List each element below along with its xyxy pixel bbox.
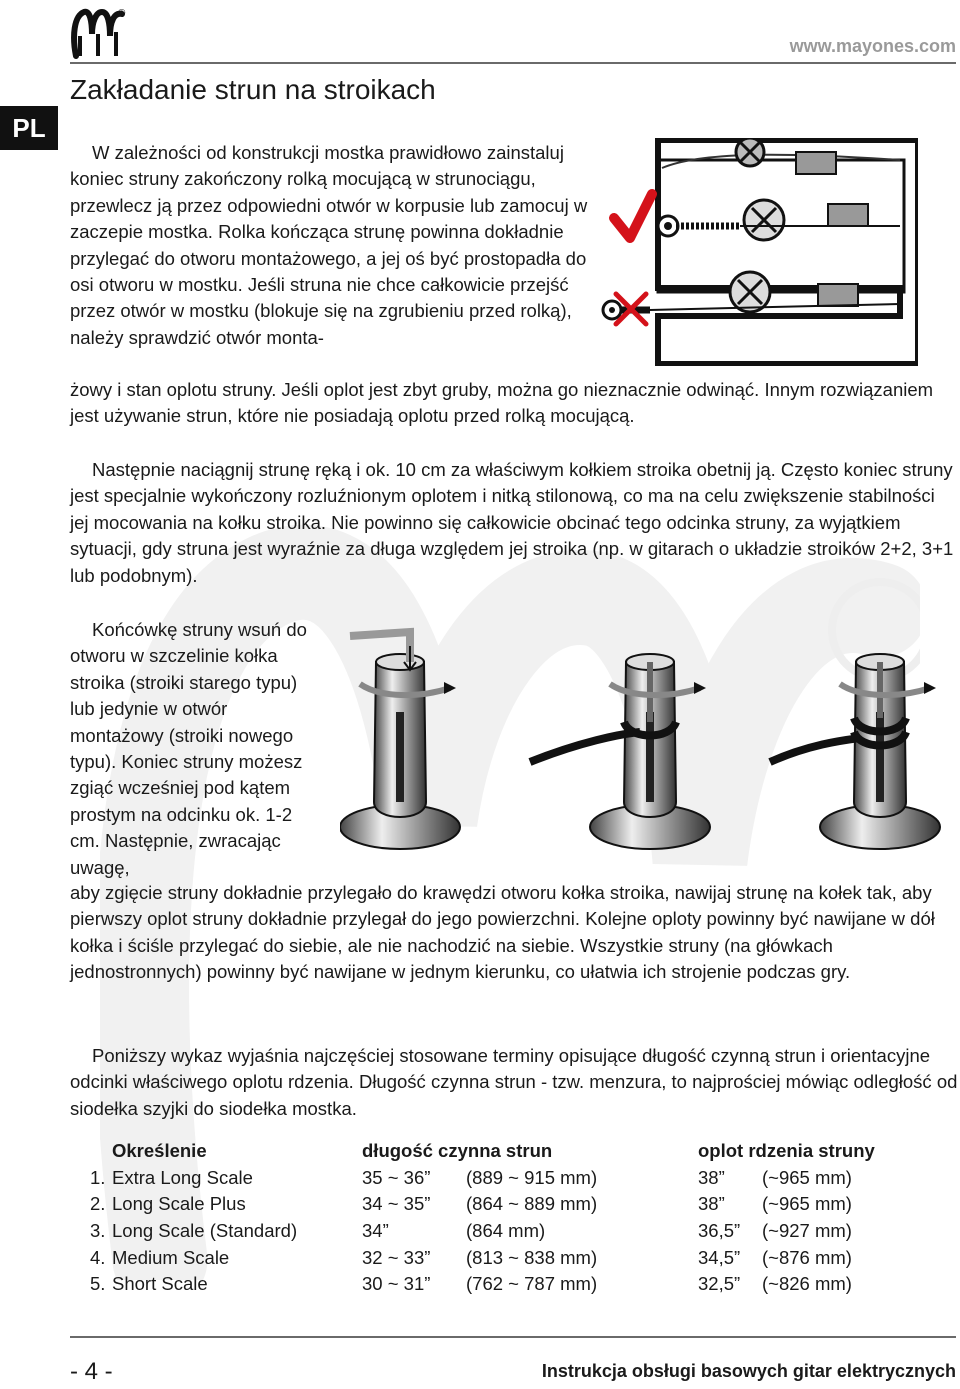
- table-row: [90, 1244, 930, 1271]
- cell-name: Long Scale Plus: [112, 1193, 246, 1215]
- cell-len-in: 34”: [362, 1220, 389, 1242]
- cell-wrap-in: 36,5”: [698, 1220, 741, 1242]
- cell-wrap-mm: (~965 mm): [762, 1166, 852, 1188]
- cell-num: 3.: [90, 1220, 106, 1242]
- cell-len-mm: (864 ~ 889 mm): [466, 1193, 598, 1215]
- registered-mark: ®: [118, 8, 126, 19]
- cell-num: 1.: [90, 1166, 106, 1188]
- cell-len-in: 35 ~ 36”: [362, 1166, 431, 1188]
- cell-wrap-in: 38”: [698, 1166, 725, 1188]
- bridge-string-diagram: [600, 138, 918, 366]
- paragraph-insert-string: Końcówkę struny wsuń do otworu w szczelinie kołka stroika (stroiki starego typu) lub jedynie w otwór montażowy (stroiki nowego typu). Koniec struny możesz zgiąć wcześniej pod kątem prostym na odcinku ok. 1-2 cm. Następnie, zwracając uwagę,: [70, 619, 307, 878]
- header-scale-length: długość czynna strun: [362, 1140, 553, 1162]
- scale-table: [90, 1138, 930, 1298]
- cell-wrap-in: 38”: [698, 1193, 725, 1215]
- paragraph-winding: aby zgięcie struny dokładnie przylegało do krawędzi otworu kołka stroika, nawijaj strunę na kołek tak, aby pierwszy oplot struny dokładnie przylegał do jego powierzchni. Kolejne oploty powinny być nawijane w dół kołka i ściśle przylegać do siebie, ale nie nachodzić na siebie. Wszystkie struny (na główkach jednostronnych) powinny być nawijane w jednym kierunku, co ułatwia ich strojenie podczas gry.: [70, 882, 935, 983]
- table-row: [90, 1271, 930, 1298]
- cell-wrap-in: 34,5”: [698, 1246, 741, 1268]
- paragraph-bridge-continued: żowy i stan oplotu struny. Jeśli oplot jest zbyt gruby, można go nieznacznie odwinąć. Innym rozwiązaniem jest używanie strun, które nie posiadają oplotu przed rolką mocującą.: [70, 379, 934, 427]
- bridge-outline: [658, 140, 918, 364]
- table-row: [90, 1165, 930, 1192]
- cell-num: 4.: [90, 1246, 106, 1268]
- table-row: [90, 1191, 930, 1218]
- cell-len-in: 30 ~ 31”: [362, 1273, 431, 1295]
- cell-wrap-mm: (~927 mm): [762, 1220, 852, 1242]
- header-term: Określenie: [112, 1140, 207, 1162]
- header-divider: [70, 62, 956, 64]
- cell-wrap-mm: (~826 mm): [762, 1273, 852, 1295]
- cell-num: 5.: [90, 1273, 106, 1295]
- cell-len-in: 34 ~ 35”: [362, 1193, 431, 1215]
- cell-len-in: 32 ~ 33”: [362, 1246, 431, 1268]
- paragraph-scale-intro: Poniższy wykaz wyjaśnia najczęściej stosowane terminy opisujące długość czynną strun i orientacyjne odcinki właściwego oplotu rdzenia. Długość czynna strun - tzw. menzura, to najprościej mówiąc odległość od siodełka szyjki do siodełka mostka.: [70, 1045, 958, 1119]
- cell-name: Long Scale (Standard): [112, 1220, 298, 1242]
- page-number: - 4 -: [70, 1358, 113, 1385]
- cell-num: 2.: [90, 1193, 106, 1215]
- cell-len-mm: (813 ~ 838 mm): [466, 1246, 598, 1268]
- cell-len-mm: (889 ~ 915 mm): [466, 1166, 598, 1188]
- tuning-peg-3: [770, 654, 940, 849]
- table-row: [90, 1218, 930, 1245]
- page-title: Zakładanie strun na stroikach: [70, 74, 436, 105]
- table-header-row: [90, 1138, 930, 1165]
- cell-wrap-mm: (~965 mm): [762, 1193, 852, 1215]
- cell-len-mm: (864 mm): [466, 1220, 546, 1242]
- language-tab: PL: [0, 106, 58, 150]
- manual-title: Instrukcja obsługi basowych gitar elektrycznych: [541, 1361, 956, 1381]
- paragraph-cut-string: Następnie naciągnij strunę ręką i ok. 10 cm za właściwym kołkiem stroika obetnij ją. Często koniec struny jest specjalnie wykończony rozluźnionym oplotem i nitką stilonową, co ma na celu zwiększenie stabilności jej mocowania na kołku stroika. Nie powinno się całkowicie obcinać tego odcinka struny, za wyjątkiem sytuacji, gdy struna jest wyraźnie za długa względem jej stroika (np. w gitarach o układzie stroików 2+2, 3+1 lub podobnym).: [70, 459, 954, 586]
- tuning-peg-1: [340, 632, 460, 849]
- footer-divider: [70, 1336, 956, 1338]
- cell-wrap-in: 32,5”: [698, 1273, 741, 1295]
- cell-name: Extra Long Scale: [112, 1166, 253, 1188]
- cell-name: Short Scale: [112, 1273, 208, 1295]
- website-url[interactable]: www.mayones.com: [789, 36, 956, 56]
- paragraph-bridge-intro: W zależności od konstrukcji mostka prawidłowo zainstaluj koniec struny zakończony rolką mocującą w strunociągu, przewlecz ją przez odpowiedni otwór w korpusie lub zamocuj w zaczepie mostka. Rolka kończąca strunę powinna dokładnie przylegać do otworu montażowego, a jej oś być prostopadła do osi otworu w mostku. Jeśli struna nie chce całkowicie przejść przez otwór w mostku (blokuje się na zgrubieniu przed rolką), należy sprawdzić otwór monta-: [70, 142, 588, 348]
- red-checkmark-icon: [614, 194, 652, 238]
- cell-len-mm: (762 ~ 787 mm): [466, 1273, 598, 1295]
- tuning-peg-2: [530, 654, 710, 849]
- tuning-peg-diagram: [340, 622, 950, 862]
- cell-wrap-mm: (~876 mm): [762, 1246, 852, 1268]
- cell-name: Medium Scale: [112, 1246, 230, 1268]
- header-core-wrap: oplot rdzenia struny: [698, 1140, 875, 1162]
